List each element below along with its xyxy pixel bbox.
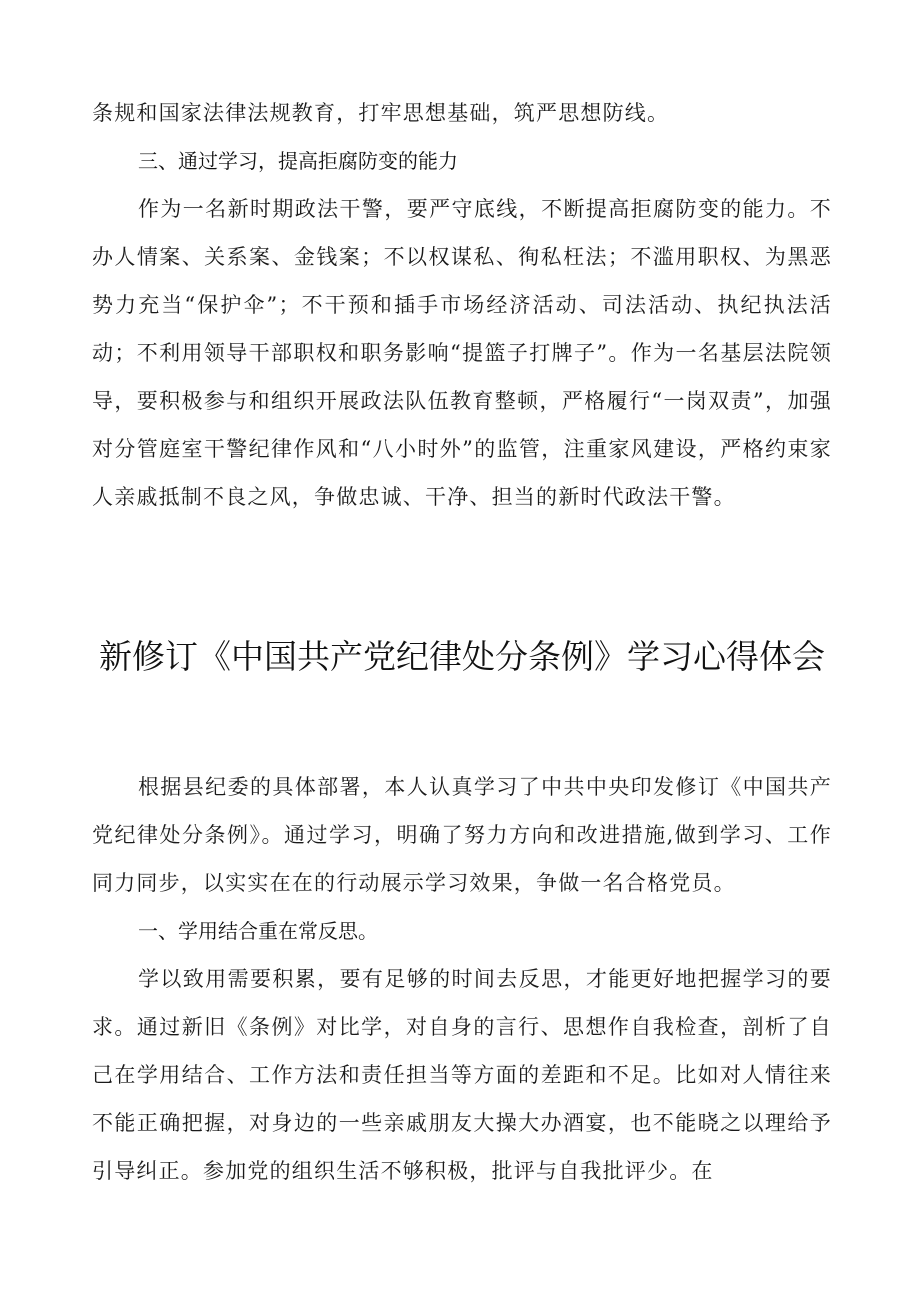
section-3-heading: 三、通过学习，提高拒腐防变的能力: [138, 149, 458, 173]
intro-paragraph-tail: 条规和国家法律法规教育，打牢思想基础，筑严思想防线。: [92, 101, 670, 125]
section-3-body: 作为一名新时期政法干警，要严守底线，不断提高拒腐防变的能力。不办人情案、关系案、金钱案；不以权谋私、徇私枉法；不滥用职权、为黑恶势力充当“保护伞”；不干预和插手市场经济活动、司法活动、执纪执法活动；不利用领导干部职权和职务影响“提篮子打牌子”。作为一名基层法院领导，要积极参与和组织开展政法队伍教育整顿，严格履行“一岗双责”，加强对分管庭室干警纪律作风和“八小时外”的监管，注重家风建设，严格约束家人亲戚抵制不良之风，争做忠诚、干净、担当的新时代政法干警。: [92, 197, 832, 509]
article-title: 新修订《中国共产党纪律处分条例》学习心得体会: [99, 637, 825, 676]
article-intro-paragraph: 根据县纪委的具体部署，本人认真学习了中共中央印发修订《中国共产党纪律处分条例》。通过学习，明确了努力方向和改进措施,做到学习、工作同力同步，以实实在在的行动展示学习效果，争做一名合格党员。: [92, 775, 832, 895]
section-1-heading: 一、学用结合重在常反思。: [138, 919, 378, 943]
section-1-body: 学以致用需要积累，要有足够的时间去反思，才能更好地把握学习的要求。通过新旧《条例》对比学，对自身的言行、思想作自我检查，剖析了自己在学用结合、工作方法和责任担当等方面的差距和不足。比如对人情往来不能正确把握，对身边的一些亲戚朋友大操大办酒宴，也不能晓之以理给予引导纠正。参加党的组织生活不够积极，批评与自我批评少。在: [92, 967, 832, 1183]
